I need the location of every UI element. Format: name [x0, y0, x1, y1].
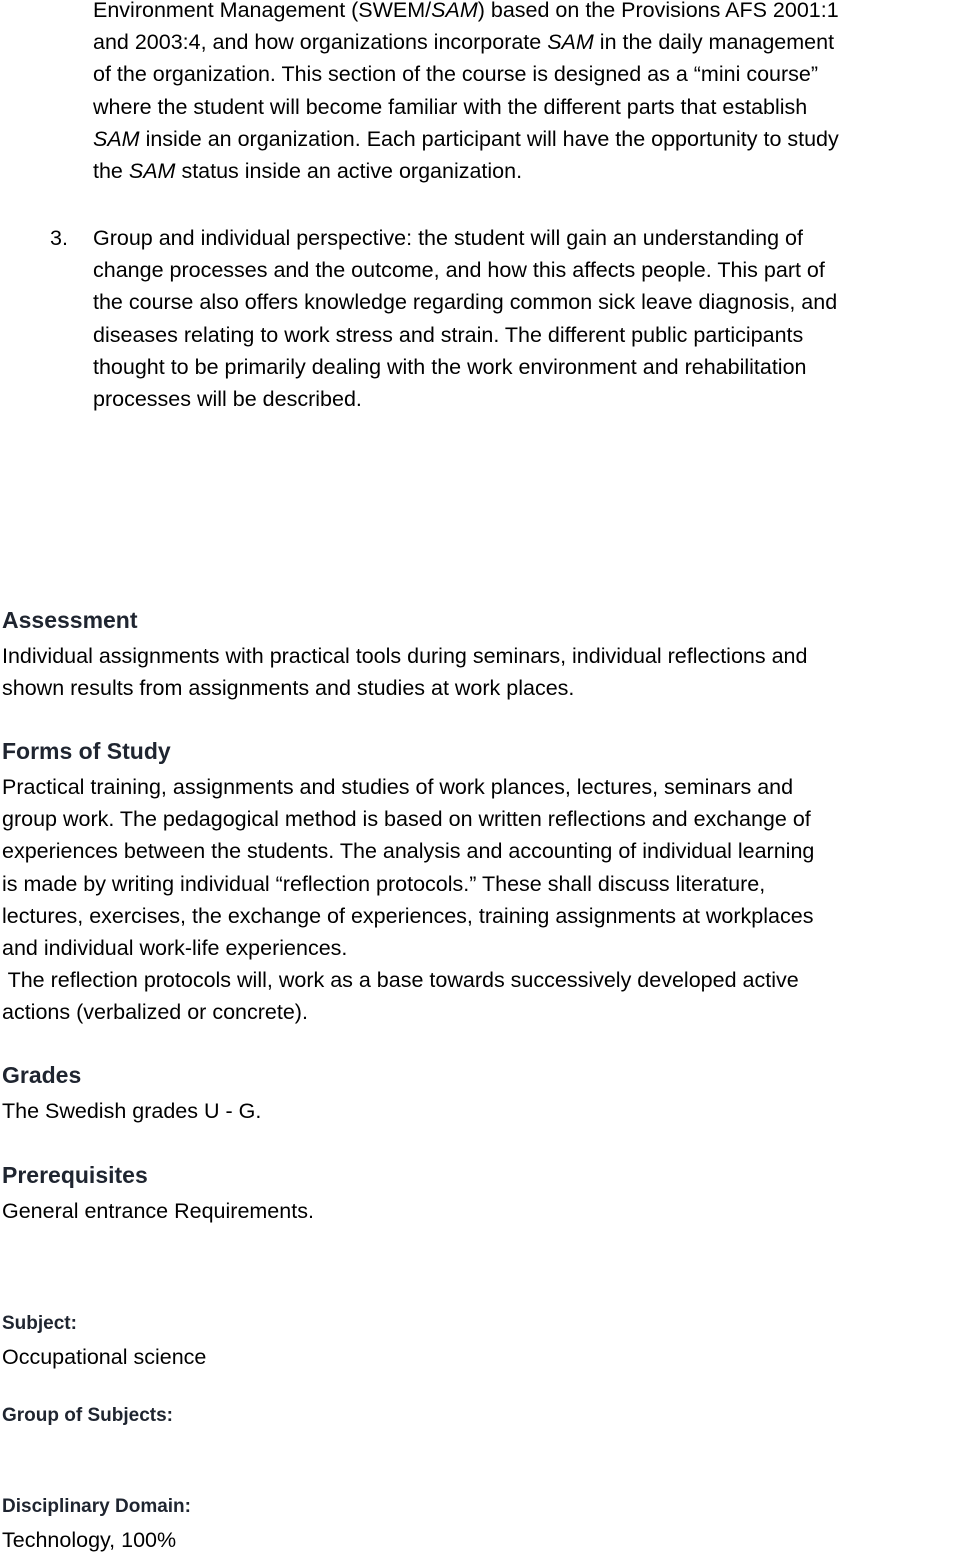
disciplinary-domain-field	[2, 1494, 902, 1556]
text-line: Practical training, assignments and studies of work plances, lectures, seminars and	[2, 775, 794, 799]
assessment-section	[2, 604, 957, 704]
text-line: Individual assignments with practical tools during seminars, individual reflections and	[2, 644, 808, 668]
group-of-subjects-field	[2, 1403, 902, 1429]
section-heading-grades: Grades	[2, 1062, 82, 1088]
text-line: change processes and the outcome, and how this affects people. This part of	[93, 258, 825, 283]
text-line: actions (verbalized or concrete).	[2, 1000, 308, 1025]
grades-section	[2, 1059, 957, 1127]
subject-field	[2, 1311, 902, 1373]
subject-value: Occupational science	[2, 1345, 207, 1369]
course-section-item-3	[50, 222, 960, 415]
text-line: where the student will become familiar with the different parts that establish	[93, 94, 808, 119]
text-line: and 2003:4, and how organizations incorporate SAM in the daily management	[93, 30, 835, 55]
text-line: SAM inside an organization. Each participant will have the opportunity to study	[93, 126, 839, 151]
prerequisites-section	[2, 1159, 957, 1227]
grades-text: The Swedish grades U - G.	[2, 1099, 262, 1123]
disciplinary-domain-value: Technology, 100%	[2, 1528, 177, 1552]
text-line: the SAM status inside an active organization.	[93, 159, 523, 184]
course-section-continuation	[93, 0, 960, 187]
list-item-number: 3.	[50, 226, 68, 250]
section-heading-assessment: Assessment	[2, 607, 138, 633]
section-heading-forms-of-study: Forms of Study	[2, 738, 171, 764]
text-line: is made by writing individual “reflection protocols.” These shall discuss literature,	[2, 871, 766, 896]
disciplinary-domain-label: Disciplinary Domain:	[2, 1496, 191, 1517]
text-line: and individual work-life experiences.	[2, 936, 348, 961]
text-line: shown results from assignments and studies at work places.	[2, 676, 575, 701]
text-line: diseases relating to work stress and strain. The different public participants	[93, 322, 804, 347]
text-line: The reflection protocols will, work as a base towards successively developed active	[2, 968, 799, 993]
group-of-subjects-label: Group of Subjects:	[2, 1405, 173, 1426]
text-line: experiences between the students. The analysis and accounting of individual learning	[2, 839, 815, 864]
section-heading-prerequisites: Prerequisites	[2, 1162, 148, 1188]
text-line: group work. The pedagogical method is based on written reflections and exchange of	[2, 807, 811, 832]
forms-of-study-section	[2, 735, 957, 1029]
text-line: processes will be described.	[93, 387, 362, 412]
text-line: the course also offers knowledge regarding common sick leave diagnosis, and	[93, 290, 838, 315]
text-line: of the organization. This section of the course is designed as a “mini course”	[93, 62, 819, 87]
prerequisites-text: General entrance Requirements.	[2, 1199, 314, 1223]
text-line: lectures, exercises, the exchange of experiences, training assignments at workplaces	[2, 903, 814, 928]
text-line: Group and individual perspective: the student will gain an understanding of	[93, 226, 803, 250]
subject-label: Subject:	[2, 1313, 77, 1334]
text-line: Environment Management (SWEM/SAM) based on the Provisions AFS 2001:1	[93, 0, 839, 22]
text-line: thought to be primarily dealing with the work environment and rehabilitation	[93, 354, 807, 379]
